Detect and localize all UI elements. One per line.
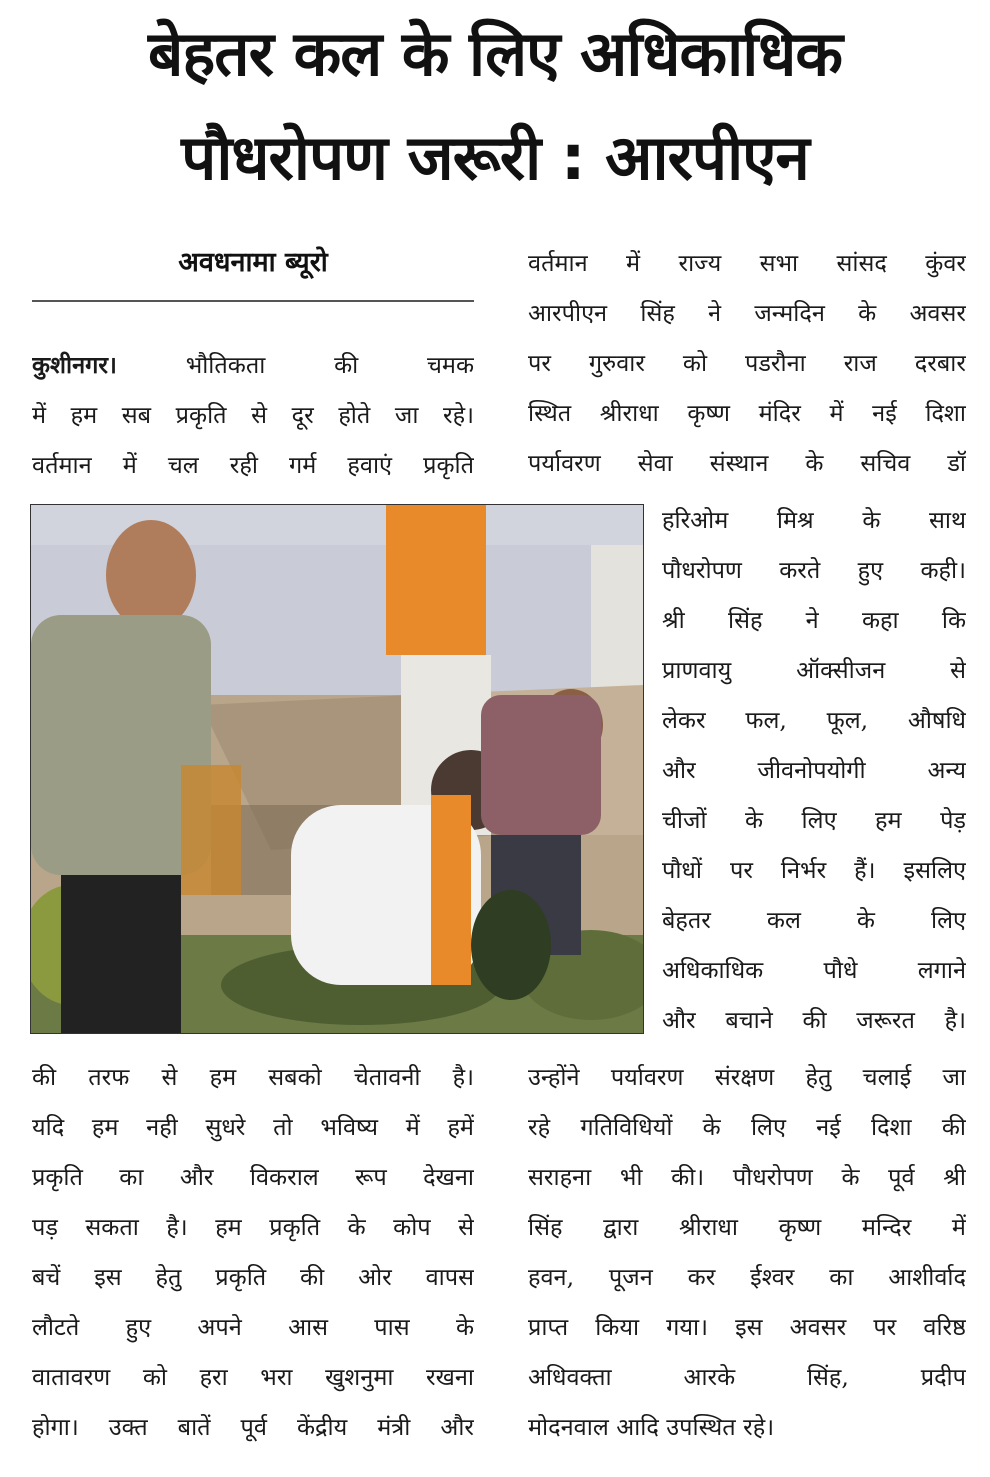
body-line: आरपीएन सिंह ने जन्मदिन के अवसर — [528, 299, 966, 327]
body-line: हरिओम मिश्र के साथ — [662, 506, 966, 534]
body-line: पर्यावरण सेवा संस्थान के सचिव डॉ — [528, 449, 966, 477]
body-line: की तरफ से हम सबको चेतावनी है। — [32, 1063, 474, 1091]
body-line: बचें इस हेतु प्रकृति की ओर वापस — [32, 1263, 474, 1291]
body-line: लौटते हुए अपने आस पास के — [32, 1313, 474, 1341]
dateline: कुशीनगर। — [32, 351, 117, 379]
body-line: बेहतर कल के लिए — [662, 906, 966, 934]
body-line: में हम सब प्रकृति से दूर होते जा रहे। — [32, 401, 474, 429]
body-line: वर्तमान में राज्य सभा सांसद कुंवर — [528, 249, 966, 277]
body-line: पौधों पर निर्भर हैं। इसलिए — [662, 856, 966, 884]
body-line: पर गुरुवार को पडरौना राज दरबार — [528, 349, 966, 377]
body-line: लेकर फल, फूल, औषधि — [662, 706, 966, 734]
body-line: सिंह द्वारा श्रीराधा कृष्ण मन्दिर में — [528, 1213, 966, 1241]
body-line: रहे गतिविधियों के लिए नई दिशा की — [528, 1113, 966, 1141]
body-line: प्राप्त किया गया। इस अवसर पर वरिष्ठ — [528, 1313, 966, 1341]
body-line-intro — [32, 340, 474, 390]
body-line: चीजों के लिए हम पेड़ — [662, 806, 966, 834]
body-line: पड़ सकता है। हम प्रकृति के कोप से — [32, 1213, 474, 1241]
body-line: वातावरण को हरा भरा खुशनुमा रखना — [32, 1363, 474, 1391]
body-line-intro-text: भौतिकता की चमक — [185, 351, 474, 379]
body-line: और जीवनोपयोगी अन्य — [662, 756, 966, 784]
body-line: वर्तमान में चल रही गर्म हवाएं प्रकृति — [32, 451, 474, 479]
body-line: अधिवक्ता आरके सिंह, प्रदीप — [528, 1363, 966, 1391]
body-line: उन्होंने पर्यावरण संरक्षण हेतु चलाई जा — [528, 1063, 966, 1091]
headline-line-2: पौधरोपण जरूरी : आरपीएन — [181, 121, 809, 194]
body-line: यदि हम नही सुधरे तो भविष्य में हमें — [32, 1113, 474, 1141]
body-line: पौधरोपण करते हुए कही। — [662, 556, 966, 584]
body-line-last: मोदनवाल आदि उपस्थित रहे। — [528, 1413, 775, 1441]
headline-line-1: बेहतर कल के लिए अधिकाधिक — [147, 17, 843, 90]
body-line: स्थित श्रीराधा कृष्ण मंदिर में नई दिशा — [528, 399, 966, 427]
body-line: हवन, पूजन कर ईश्वर का आशीर्वाद — [528, 1263, 966, 1291]
body-line: श्री सिंह ने कहा कि — [662, 606, 966, 634]
body-line: प्रकृति का और विकराल रूप देखना — [32, 1163, 474, 1191]
body-line: होगा। उक्त बातें पूर्व केंद्रीय मंत्री और — [32, 1413, 474, 1441]
byline: अवधनामा ब्यूरो — [178, 247, 328, 278]
article-photo — [30, 504, 644, 1034]
body-line: प्राणवायु ऑक्सीजन से — [662, 656, 966, 684]
body-line: और बचाने की जरूरत है। — [662, 1006, 966, 1034]
body-line: अधिकाधिक पौधे लगाने — [662, 956, 966, 984]
body-line: सराहना भी की। पौधरोपण के पूर्व श्री — [528, 1163, 966, 1191]
byline-divider — [32, 300, 474, 302]
